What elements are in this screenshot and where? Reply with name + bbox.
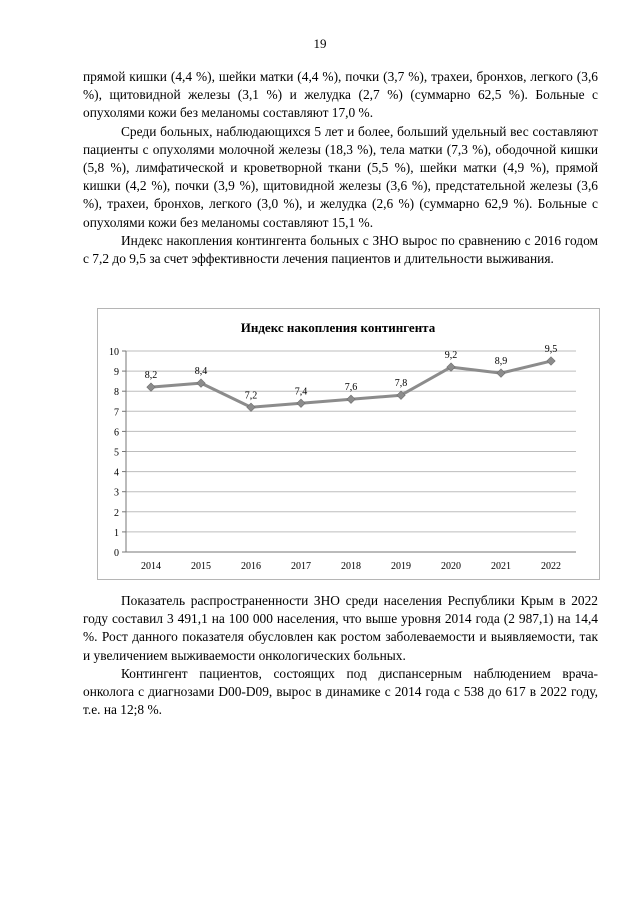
y-tick-label: 8 [114,387,119,399]
text-block-top [83,68,598,268]
data-label: 9,2 [444,350,458,362]
y-tick-label: 5 [114,447,119,459]
data-label: 7,2 [244,390,258,402]
x-tick-label: 2017 [291,561,311,572]
data-label: 8,2 [144,370,158,382]
x-tick-label: 2014 [141,561,161,572]
data-label: 7,6 [344,382,358,394]
chart-container [97,308,600,580]
data-label: 8,4 [194,366,208,378]
line-chart [98,309,599,579]
data-label: 9,5 [544,344,558,356]
x-tick-label: 2021 [491,561,511,572]
data-point [497,369,505,377]
page-number: 19 [313,36,327,51]
paragraph-contingent: Контингент пациентов, состоящих под диспансерным наблюдением врача-онколога с диагнозами D00-D09, вырос в динамике с 2014 года с 538 до 617 в 2022 году, т.е. на 12;8 %. [83,665,598,718]
x-tick-label: 2018 [341,561,361,572]
x-tick-label: 2016 [241,561,261,572]
data-label: 7,8 [394,378,408,390]
paragraph-continuation: прямой кишки (4,4 %), шейки матки (4,4 %), почки (3,7 %), трахеи, бронхов, легкого (3,6 %), щитовидной железы (3,1 %) и желудка (2,7 %) (суммарно 62,5 %). Больные с опухолями кожи без меланомы составляют 17,0 %. [83,69,598,121]
y-tick-label: 9 [114,367,119,379]
text-block-bottom [83,592,598,719]
x-tick-label: 2015 [191,561,211,572]
y-tick-label: 10 [109,347,119,358]
data-point [347,395,355,403]
chart-title: Индекс накопления контингента [240,320,436,335]
x-tick-label: 2020 [441,561,461,572]
data-label: 7,4 [294,386,308,398]
y-tick-label: 6 [114,427,119,439]
x-tick-label: 2022 [541,561,561,572]
paragraph-prevalence: Показатель распространенности ЗНО среди населения Республики Крым в 2022 году составил 3 491,1 на 100 000 населения, что выше уровня 2014 года (2 987,1) на 14,4 %. Рост данного показателя обусловлен как ростом заболеваемости и выявляемости, так и увеличением выживаемости онкологических больных. [83,593,598,663]
data-point [297,399,305,407]
data-label: 8,9 [494,356,508,368]
data-point [147,383,155,391]
data-point [547,357,555,365]
paragraph-five-years: Среди больных, наблюдающихся 5 лет и более, больший удельный вес составляют пациенты с опухолями молочной железы (18,3 %), тела матки (7,3 %), ободочной кишки (5,8 %), лимфатической и кроветворной ткани (5,5 %), шейки матки (4,9 %), прямой кишки (4,2 %), почки (3,9 %), щитовидной железы (3,6 %), предстательной железы (3,6 %), трахеи, бронхов, легкого (3,0 %), и желудка (2,6 %) (суммарно 62,9 %). Больные с опухолями кожи без меланомы составляют 15,1 %. [83,123,598,230]
y-tick-label: 3 [114,487,119,499]
y-tick-label: 2 [114,507,119,519]
y-tick-label: 1 [114,527,119,539]
y-tick-label: 7 [114,407,119,419]
x-tick-label: 2019 [391,561,411,572]
y-tick-label: 0 [114,548,119,559]
paragraph-accumulation-index: Индекс накопления контингента больных с ЗНО вырос по сравнению с 2016 годом с 7,2 до 9,5 за счет эффективности лечения пациентов и длительности выживания. [83,232,598,267]
y-tick-label: 4 [114,467,119,479]
